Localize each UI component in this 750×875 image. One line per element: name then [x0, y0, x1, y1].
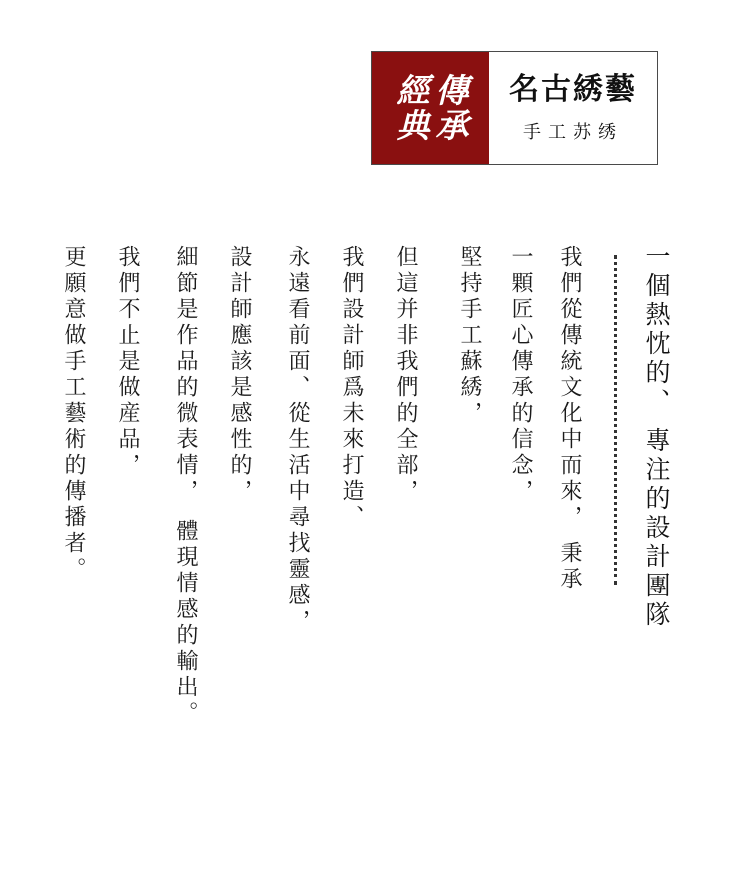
para3-line2-text: 細節是作品的微表情， — [173, 245, 198, 505]
para1-line1 — [558, 245, 580, 593]
dotted-divider — [614, 255, 617, 585]
para2-line2: 我們設計師爲未來打造、 — [339, 245, 364, 531]
logo-seal-col-left: 經典 — [391, 73, 431, 143]
brand-logo — [371, 51, 658, 165]
para2-line1: 但這并非我們的全部， — [393, 245, 418, 505]
para1-line1-text: 我們從傳統文化中而來， — [557, 245, 582, 531]
para3-line2 — [174, 245, 196, 727]
para4-line1: 我們不止是做産品， — [115, 245, 140, 479]
para1-line2: 一顆匠心傳承的信念， — [508, 245, 533, 505]
logo-subtitle: 手工苏绣 — [523, 121, 623, 143]
logo-seal-panel — [372, 52, 489, 164]
para4-line2: 更願意做手工藝術的傳播者。 — [61, 245, 86, 583]
heading-part-2: 專注的設計團隊 — [642, 427, 671, 630]
logo-text-panel — [489, 52, 657, 164]
para2-line3: 永遠看前面、從生活中尋找靈感， — [285, 245, 310, 635]
heading-column — [644, 243, 669, 630]
logo-seal-col-right: 傳承 — [430, 73, 470, 143]
para3-line1: 設計師應該是感性的， — [227, 245, 252, 505]
logo-brand-name: 名古綉藝 — [509, 71, 637, 107]
para1-line3: 堅持手工蘇綉， — [457, 245, 482, 427]
para1-line1-tail: 秉承 — [557, 541, 582, 593]
heading-part-1: 一個熱忱的、 — [642, 243, 671, 417]
para3-line2-tail: 體現情感的輸出。 — [173, 519, 198, 727]
